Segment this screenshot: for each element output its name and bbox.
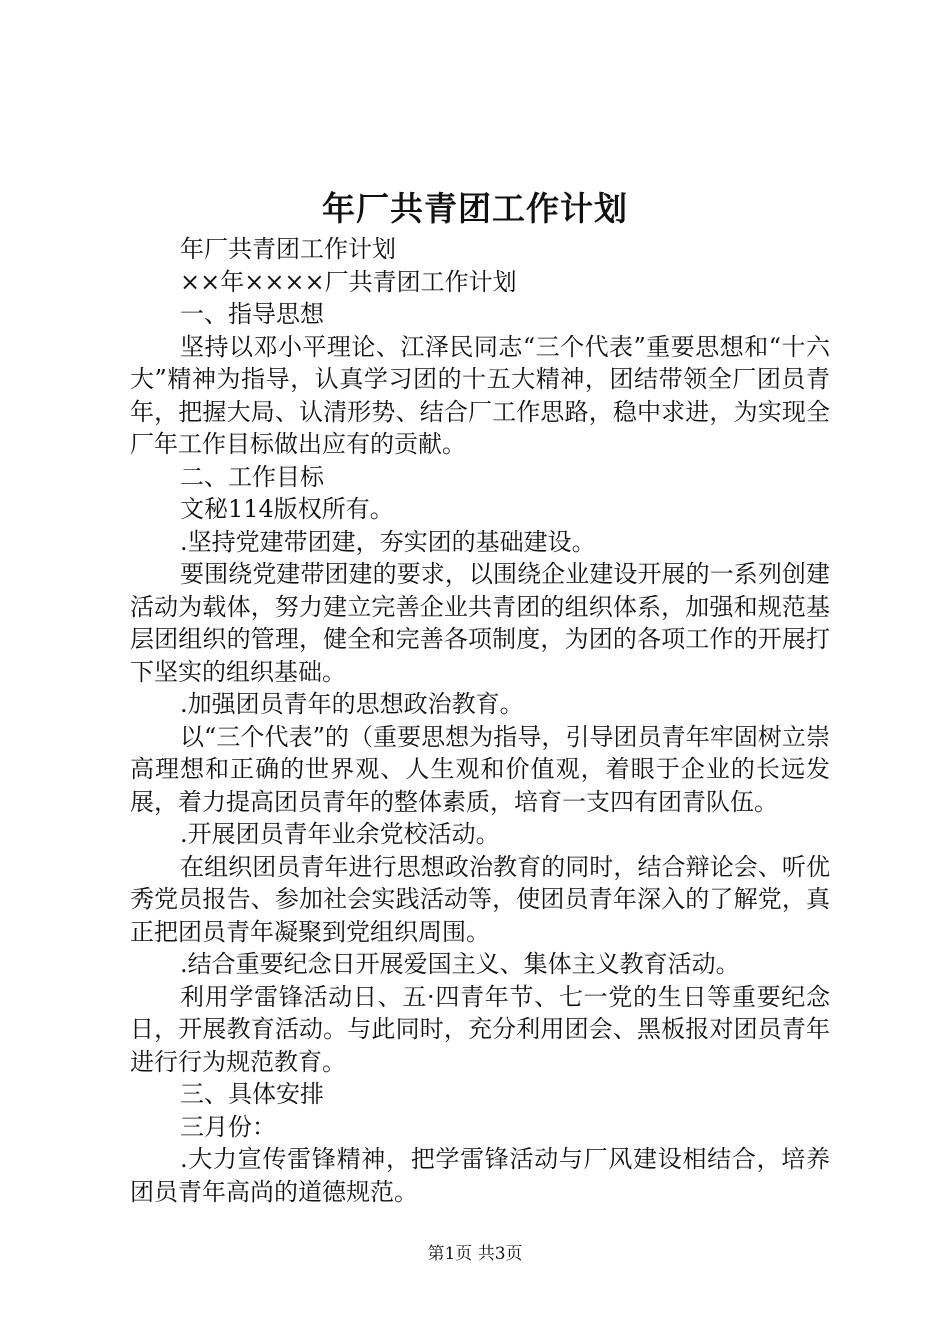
paragraph: 在组织团员青年进行思想政治教育的同时，结合辩论会、听优秀党员报告、参加社会实践活动等，使团员青年深入的了解党，真正把团员青年凝聚到党组织周围。: [130, 852, 830, 946]
paragraph: 要围绕党建带团建的要求，以围绕企业建设开展的一系列创建活动为载体，努力建立完善企业共青团的组织体系，加强和规范基层团组织的管理，健全和完善各项制度，为团的各项工作的开展打下坚实的组织基础。: [130, 560, 830, 686]
list-item-heading: .开展团员青年业余党校活动。: [180, 820, 500, 848]
section-heading: 二、工作目标: [180, 462, 324, 491]
page-footer: 第1页 共3页: [427, 1244, 523, 1264]
paragraph: 三月份：: [180, 1112, 276, 1141]
paragraph: 利用学雷锋活动日、五·四青年节、七一党的生日等重要纪念日，开展教育活动。与此同时，充分利用团会、黑板报对团员青年进行行为规范教育。: [130, 982, 830, 1076]
paragraph: 以“三个代表”的（重要思想为指导，引导团员青年牢固树立崇高理想和正确的世界观、人生观和价值观，着眼于企业的长远发展，着力提高团员青年的整体素质，培育一支四有团青队伍。: [130, 722, 830, 816]
section-heading: 一、指导思想: [180, 300, 324, 328]
document-body: [130, 233, 830, 1208]
section-heading: 三、具体安排: [180, 1080, 324, 1108]
list-item-heading: .结合重要纪念日开展爱国主义、集体主义教育活动。: [180, 950, 740, 978]
list-item-heading: .大力宣传雷锋精神，把学雷锋活动与厂风建设相结合，培养团员青年高尚的道德规范。: [130, 1145, 830, 1206]
paragraph: 文秘114版权所有。: [180, 495, 394, 523]
paragraph: ××年××××厂共青团工作计划: [180, 267, 517, 296]
paragraph: 年厂共青团工作计划: [180, 235, 396, 263]
list-item-heading: .加强团员青年的思想政治教育。: [180, 690, 524, 718]
document-title: 年厂共青团工作计划: [322, 189, 628, 228]
paragraph: 坚持以邓小平理论、江泽民同志“三个代表”重要思想和“十六大”精神为指导，认真学习团的十五大精神，团结带领全厂团员青年，把握大局、认清形势、结合厂工作思路，稳中求进，为实现全厂年工作目标做出应有的贡献。: [130, 332, 830, 458]
list-item-heading: .坚持党建带团建，夯实团的基础建设。: [180, 527, 596, 556]
